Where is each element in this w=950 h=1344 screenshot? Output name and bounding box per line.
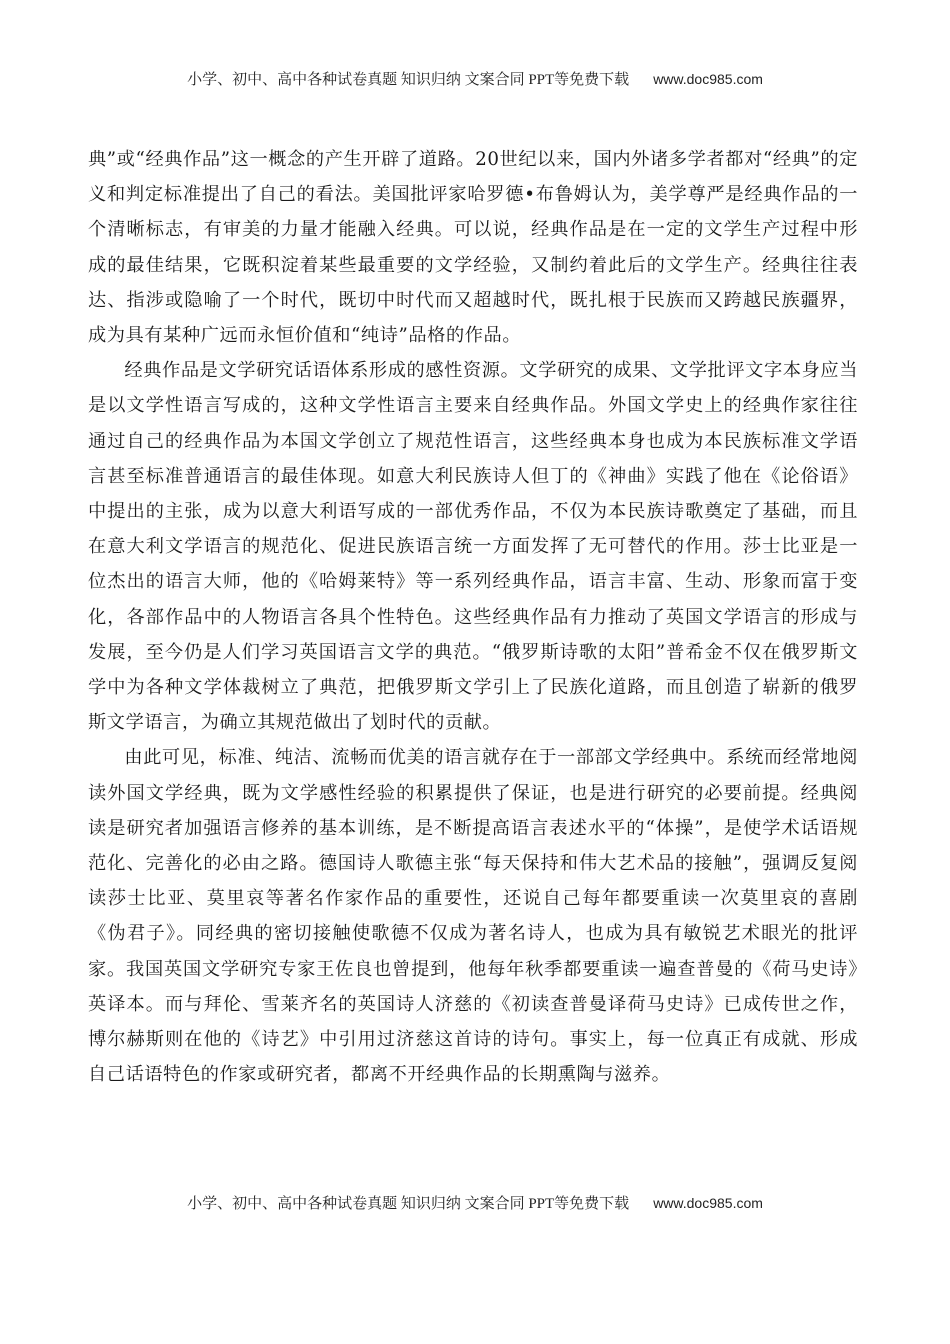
page-footer: [0, 1192, 950, 1213]
paragraph-1: 典”或“经典作品”这一概念的产生开辟了道路。20世纪以来，国内外诸多学者都对“经典”的定义和判定标准提出了自己的看法。美国批评家哈罗德•布鲁姆认为，美学尊严是经典作品的一个清晰标志，有审美的力量才能融入经典。可以说，经典作品是在一定的文学生产过程中形成的最佳结果，它既积淀着某些最重要的文学经验，又制约着此后的文学生产。经典往往表达、指涉或隐喻了一个时代，既切中时代而又超越时代，既扎根于民族而又跨越民族疆界，成为具有某种广远而永恒价值和“纯诗”品格的作品。: [88, 149, 858, 347]
footer-site-link[interactable]: www.doc985.com: [653, 1195, 763, 1211]
header-site-link[interactable]: www.doc985.com: [653, 71, 763, 87]
page-header: [0, 68, 950, 89]
paragraph-2: 经典作品是文学研究话语体系形成的感性资源。文学研究的成果、文学批评文字本身应当是以文学性语言写成的，这种文学性语言主要来自经典作品。外国文学史上的经典作家往往通过自己的经典作品为本国文学创立了规范性语言，这些经典本身也成为本民族标准文学语言甚至标准普通语言的最佳体现。如意大利民族诗人但丁的《神曲》实践了他在《论俗语》中提出的主张，成为以意大利语写成的一部优秀作品，不仅为本民族诗歌奠定了基础，而且在意大利文学语言的规范化、促进民族语言统一方面发挥了无可替代的作用。莎士比亚是一位杰出的语言大师，他的《哈姆莱特》等一系列经典作品，语言丰富、生动、形象而富于变化，各部作品中的人物语言各具个性特色。这些经典作品有力推动了英国文学语言的形成与发展，至今仍是人们学习英国语言文学的典范。“俄罗斯诗歌的太阳”普希金不仅在俄罗斯文学中为各种文学体裁树立了典范，把俄罗斯文学引上了民族化道路，而且创造了崭新的俄罗斯文学语言，为确立其规范做出了划时代的贡献。: [88, 360, 858, 734]
paragraph-3: 由此可见，标准、纯洁、流畅而优美的语言就存在于一部部文学经典中。系统而经常地阅读外国文学经典，既为文学感性经验的积累提供了保证，也是进行研究的必要前提。经典阅读是研究者加强语言修养的基本训练，是不断提高语言表述水平的“体操”，是使学术话语规范化、完善化的必由之路。德国诗人歌德主张“每天保持和伟大艺术品的接触”，强调反复阅读莎士比亚、莫里哀等著名作家作品的重要性，还说自己每年都要重读一次莫里哀的喜剧《伪君子》。同经典的密切接触使歌德不仅成为著名诗人，也成为具有敏锐艺术眼光的批评家。我国英国文学研究专家王佐良也曾提到，他每年秋季都要重读一遍查普曼的《荷马史诗》英译本。而与拜伦、雪莱齐名的英国诗人济慈的《初读查普曼译荷马史诗》已成传世之作，博尔赫斯则在他的《诗艺》中引用过济慈这首诗的诗句。事实上，每一位真正有成就、形成自己话语特色的作家或研究者，都离不开经典作品的长期熏陶与滋养。: [88, 747, 858, 1086]
header-text: 小学、初中、高中各种试卷真题 知识归纳 文案合同 PPT等免费下载: [187, 72, 630, 88]
document-body: [88, 142, 858, 1092]
footer-text: 小学、初中、高中各种试卷真题 知识归纳 文案合同 PPT等免费下载: [187, 1196, 630, 1212]
